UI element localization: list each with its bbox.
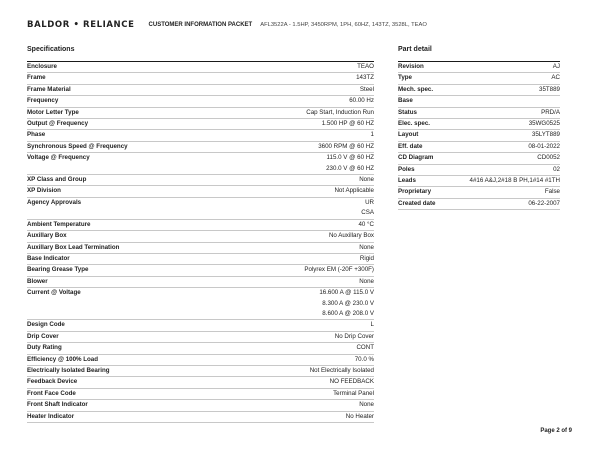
spec-label: Front Face Code: [27, 389, 76, 397]
spec-value: CONT: [356, 344, 374, 352]
spec-label: Heater Indicator: [27, 412, 75, 420]
spec-label: XP Class and Group: [27, 176, 87, 184]
spec-label: Enclosure: [27, 63, 57, 70]
spec-label: Voltage @ Frequency: [27, 154, 90, 162]
spec-values: [306, 108, 374, 118]
part-row: [398, 96, 560, 107]
spec-value: 8.600 A @ 208.0 V: [322, 309, 374, 317]
part-row: [398, 142, 560, 153]
spec-value: 1.500 HP @ 60 HZ: [321, 120, 374, 128]
part-detail-heading: Part detail: [398, 46, 432, 53]
part-value: AC: [551, 74, 560, 82]
spec-values: [360, 254, 374, 264]
spec-label: Front Shaft Indicator: [27, 401, 88, 409]
part-value: AJ: [552, 63, 560, 70]
part-label: Base: [398, 97, 413, 105]
page-number: Page 2 of 9: [540, 428, 572, 434]
part-row: [398, 199, 560, 210]
spec-value: 115.0 V @ 60 HZ: [326, 154, 374, 162]
spec-values: [359, 400, 374, 410]
spec-values: [329, 231, 374, 241]
part-row: [398, 176, 560, 187]
spec-values: [359, 175, 374, 185]
spec-label: Duty Rating: [27, 344, 62, 352]
part-value: 02: [553, 165, 560, 173]
spec-row: [27, 277, 374, 288]
page-header: [27, 18, 427, 32]
spec-value: Rigid: [359, 254, 374, 262]
part-value: CD0052: [537, 154, 560, 162]
spec-label: Current @ Voltage: [27, 289, 81, 297]
spec-value: None: [359, 176, 374, 184]
spec-values: [326, 153, 374, 174]
spec-value: None: [359, 401, 374, 409]
spec-values: [330, 377, 374, 387]
spec-value: No Heater: [345, 412, 374, 420]
spec-label: Frequency: [27, 97, 59, 105]
spec-value: 1: [370, 131, 374, 139]
spec-row: [27, 85, 374, 96]
spec-row: [27, 130, 374, 141]
spec-values: [358, 220, 374, 230]
spec-label: Frame: [27, 74, 46, 82]
spec-values: [356, 73, 374, 83]
spec-values: [333, 389, 374, 399]
spec-values: [357, 62, 374, 72]
spec-row: [27, 412, 374, 423]
part-label: Revision: [398, 63, 424, 70]
spec-row: [27, 332, 374, 343]
brand-logo: BALDOR • RELIANCE: [27, 20, 135, 30]
spec-values: [346, 412, 374, 422]
part-value: 4#16 A&J,2#18 B PH,1#14 #1TH: [469, 177, 560, 185]
spec-values: [334, 186, 374, 196]
part-row: [398, 187, 560, 198]
spec-label: Auxillary Box Lead Termination: [27, 243, 120, 251]
spec-row: [27, 288, 374, 320]
spec-row: [27, 108, 374, 119]
spec-row: [27, 400, 374, 411]
part-value: 35T889: [539, 85, 560, 93]
spec-row: [27, 355, 374, 366]
part-row: [398, 62, 560, 73]
part-row: [398, 108, 560, 119]
spec-label: Output @ Frequency: [27, 120, 89, 128]
part-label: Mech. spec.: [398, 85, 434, 93]
spec-value: 60.00 Hz: [349, 97, 374, 105]
part-row: [398, 153, 560, 164]
spec-row: [27, 96, 374, 107]
spec-value: 3600 RPM @ 60 HZ: [318, 142, 374, 150]
part-label: Eff. date: [398, 142, 423, 150]
spec-row: [27, 231, 374, 242]
packet-title: CUSTOMER INFORMATION PACKET: [148, 22, 253, 28]
part-label: Leads: [398, 177, 416, 185]
part-row: [398, 119, 560, 130]
spec-label: Drip Cover: [27, 332, 59, 340]
spec-value: None: [359, 243, 374, 251]
spec-values: [318, 142, 374, 152]
spec-label: Bearing Grease Type: [27, 266, 89, 274]
spec-values: [371, 130, 374, 140]
spec-value: 143TZ: [356, 74, 374, 82]
spec-values: [304, 265, 374, 275]
specifications-heading: Specifications: [27, 46, 75, 53]
part-row: [398, 130, 560, 141]
spec-label: Phase: [27, 131, 46, 139]
spec-value: 8.300 A @ 230.0 V: [322, 299, 374, 307]
part-value: 06-22-2007: [528, 199, 560, 207]
spec-label: Ambient Temperature: [27, 220, 91, 228]
spec-row: [27, 73, 374, 84]
part-label: Elec. spec.: [398, 120, 430, 128]
spec-value: None: [359, 277, 374, 285]
spec-values: [349, 96, 374, 106]
spec-label: Efficiency @ 100% Load: [27, 355, 99, 363]
spec-values: [355, 355, 374, 365]
spec-label: Electrically Isolated Bearing: [27, 366, 110, 374]
spec-value: Not Electrically Isolated: [309, 366, 374, 374]
spec-value: CSA: [361, 209, 374, 217]
spec-values: [319, 288, 374, 319]
spec-values: [310, 366, 374, 376]
spec-value: 70.0 %: [354, 355, 374, 363]
spec-value: 40 °C: [358, 220, 374, 228]
spec-value: Terminal Panel: [333, 389, 374, 397]
spec-value: 230.0 V @ 60 HZ: [326, 164, 374, 172]
spec-row: [27, 243, 374, 254]
spec-row: [27, 366, 374, 377]
spec-values: [371, 320, 374, 330]
part-label: Proprietary: [398, 188, 432, 196]
spec-label: Frame Material: [27, 85, 71, 93]
spec-label: Synchronous Speed @ Frequency: [27, 142, 128, 150]
spec-value: No Drip Cover: [334, 332, 374, 340]
part-row: [398, 85, 560, 96]
part-label: Created date: [398, 199, 436, 207]
spec-row: [27, 175, 374, 186]
spec-values: [359, 277, 374, 287]
part-row: [398, 165, 560, 176]
spec-row: [27, 265, 374, 276]
part-row: [398, 73, 560, 84]
spec-value: No Auxillary Box: [328, 232, 374, 240]
spec-row: [27, 142, 374, 153]
part-label: Type: [398, 74, 412, 82]
part-label: CD Diagram: [398, 154, 434, 162]
spec-value: L: [370, 321, 374, 329]
spec-value: UR: [365, 198, 374, 206]
spec-row: [27, 198, 374, 220]
spec-label: XP Division: [27, 187, 61, 195]
part-value: 35WG0525: [528, 120, 560, 128]
spec-value: 16.600 A @ 115.0 V: [319, 289, 374, 297]
spec-values: [360, 85, 374, 95]
spec-label: Blower: [27, 277, 48, 285]
spec-value: Polyrex EM (-20F +300F): [304, 266, 374, 274]
product-description: AFL3522A - 1.5HP, 3450RPM, 1PH, 60HZ, 143TZ, 3528L, TEAO: [260, 22, 427, 28]
spec-value: Steel: [359, 85, 374, 93]
spec-label: Design Code: [27, 321, 65, 329]
spec-value: TEAO: [357, 63, 374, 70]
part-value: PRD/A: [541, 108, 560, 116]
spec-row: [27, 254, 374, 265]
spec-row: [27, 343, 374, 354]
spec-row: [27, 153, 374, 175]
spec-label: Auxillary Box: [27, 232, 67, 240]
spec-values: [335, 332, 374, 342]
specifications-table: [27, 61, 374, 423]
part-detail-table: [398, 61, 560, 210]
part-value: 35LYT889: [531, 131, 560, 139]
spec-values: [361, 198, 374, 219]
part-value: False: [544, 188, 560, 196]
spec-value: Cap Start, Induction Run: [306, 108, 374, 116]
spec-values: [356, 343, 374, 353]
part-label: Status: [398, 108, 417, 116]
spec-row: [27, 220, 374, 231]
part-label: Layout: [398, 131, 419, 139]
part-label: Poles: [398, 165, 415, 173]
spec-row: [27, 186, 374, 197]
spec-label: Agency Approvals: [27, 198, 82, 206]
spec-value: Not Applicable: [334, 187, 374, 195]
spec-value: NO FEEDBACK: [329, 378, 374, 386]
part-value: 08-01-2022: [528, 142, 560, 150]
spec-row: [27, 389, 374, 400]
spec-label: Base Indicator: [27, 254, 70, 262]
spec-row: [27, 62, 374, 73]
spec-row: [27, 119, 374, 130]
spec-label: Motor Letter Type: [27, 108, 79, 116]
spec-row: [27, 320, 374, 331]
spec-row: [27, 377, 374, 388]
spec-values: [322, 119, 374, 129]
spec-label: Feedback Device: [27, 378, 78, 386]
spec-values: [359, 243, 374, 253]
